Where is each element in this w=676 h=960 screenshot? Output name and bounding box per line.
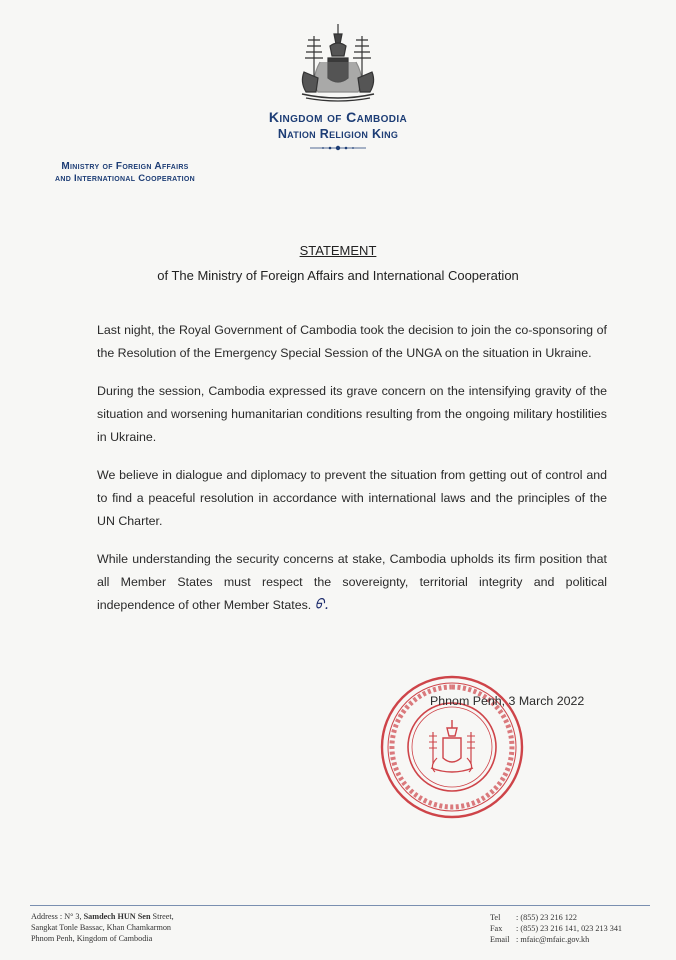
address-line-1 — [31, 911, 174, 922]
paragraph-3: We believe in dialogue and diplomacy to prevent the situation from getting out of control and to find a peaceful resolution in accordance with international laws and the principles of the UN Charter. — [97, 468, 607, 528]
statement-subtitle: of The Ministry of Foreign Affairs and International Cooperation — [157, 268, 519, 283]
paragraph-2: During the session, Cambodia expressed its grave concern on the intensifying gravity of the situation and worsening humanitarian conditions resulting from the ongoing military hostilities in Ukraine. — [97, 384, 607, 444]
place-and-date: Phnom Penh, 3 March 2022 — [430, 694, 585, 708]
footer-contact — [490, 912, 622, 945]
email-label: Email — [490, 935, 510, 944]
email-value: : mfaic@mfaic.gov.kh — [516, 935, 590, 944]
kingdom-title: Kingdom of Cambodia — [268, 109, 408, 125]
address-street: Samdech HUN Sen — [83, 912, 151, 921]
tel-value: : (855) 23 216 122 — [516, 913, 577, 922]
ministry-header — [30, 161, 220, 185]
statement-body — [97, 319, 607, 632]
ministry-line-1: Ministry of Foreign Affairs — [61, 161, 189, 172]
paragraph-4 — [97, 548, 607, 617]
address-street-suffix: Street, — [150, 912, 174, 921]
address-line-3: Phnom Penh, Kingdom of Cambodia — [31, 934, 153, 943]
email-row — [490, 934, 622, 945]
fax-label: Fax — [490, 924, 503, 933]
national-motto: Nation Religion King — [277, 127, 399, 141]
statement-title — [0, 243, 676, 258]
paragraph-1: Last night, the Royal Government of Cambodia took the decision to join the co-sponsoring of the Resolution of the Emergency Special Session of the UNGA on the situation in Ukraine. — [97, 323, 607, 360]
royal-emblem-icon — [290, 22, 386, 104]
ministry-line-2: and International Cooperation — [55, 173, 195, 184]
tel-row — [490, 912, 622, 923]
fax-value: : (855) 23 216 141, 023 213 341 — [516, 924, 623, 933]
footer-address — [31, 911, 174, 944]
handwritten-initial: ᠪ. — [314, 597, 329, 613]
paragraph-4-text: While understanding the security concerns at stake, Cambodia upholds its firm position that all Member States must respect the sovereignty, territorial integrity and political independence of other Member States. — [97, 552, 607, 612]
kingdom-header — [200, 108, 476, 142]
footer-divider — [30, 905, 650, 906]
address-label: Address : N° 3, — [31, 912, 84, 921]
address-line-2: Sangkat Tonle Bassac, Khan Chamkarmon — [31, 923, 172, 932]
ornament-divider-icon — [308, 143, 368, 153]
fax-row — [490, 923, 622, 934]
tel-label: Tel — [490, 913, 501, 922]
statement-title-text: STATEMENT — [299, 243, 377, 258]
